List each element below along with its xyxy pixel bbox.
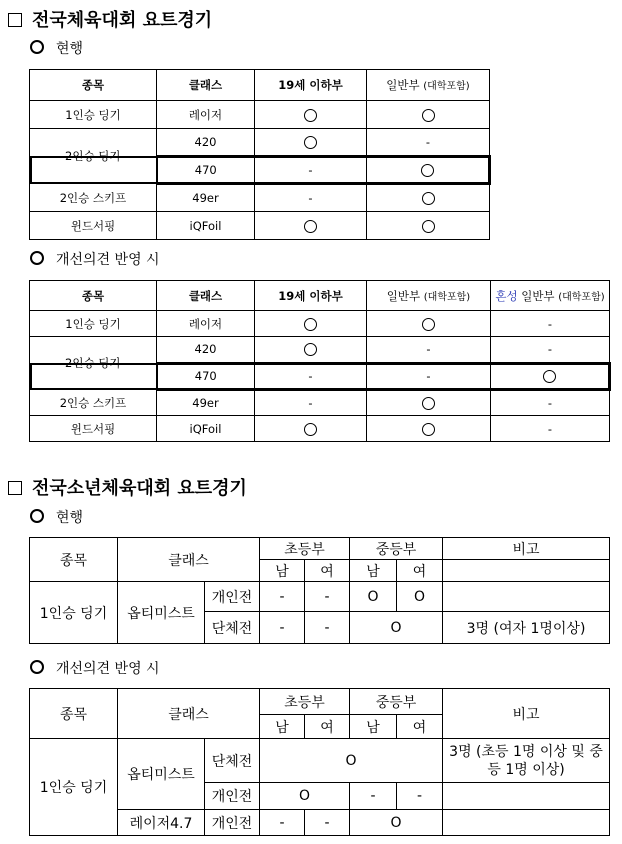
circle-bullet-icon — [30, 251, 44, 265]
class-cell: 420 — [157, 129, 255, 156]
circle-mark-icon — [422, 220, 435, 233]
note-cell — [443, 810, 610, 836]
u19-cell — [255, 129, 367, 156]
class-cell: 옵티미스트 — [118, 582, 205, 644]
circle-mark-icon — [422, 397, 435, 410]
header-female: 여 — [397, 715, 443, 739]
circle-bullet-icon — [30, 660, 44, 674]
section1-current-heading: 현행 — [30, 38, 83, 58]
table-row — [30, 212, 490, 240]
general-cell — [367, 156, 490, 184]
type-cell: 개인전 — [205, 783, 260, 810]
circle-mark-icon — [304, 109, 317, 122]
header-note-empty — [443, 560, 610, 582]
general-cell — [367, 212, 490, 240]
section2-proposal-table — [29, 688, 610, 836]
elementary-cell: O — [260, 783, 350, 810]
all-divisions-cell: O — [260, 739, 443, 783]
elementary-female-cell: - — [305, 810, 350, 836]
mixed-cell — [491, 363, 610, 390]
event-cell: 윈드서핑 — [30, 212, 157, 240]
type-cell: 개인전 — [205, 582, 260, 612]
header-elementary: 초등부 — [260, 689, 350, 715]
elementary-male-cell: - — [260, 612, 305, 644]
table-row — [30, 739, 610, 783]
elementary-female-cell: - — [305, 612, 350, 644]
event-cell: 1인승 딩기 — [30, 311, 157, 337]
u19-cell — [255, 101, 367, 129]
header-female: 여 — [397, 560, 443, 582]
elementary-female-cell: - — [305, 582, 350, 612]
checkbox-square-icon — [8, 13, 22, 27]
type-cell: 개인전 — [205, 810, 260, 836]
header-class: 클래스 — [157, 70, 255, 101]
u19-cell: - — [255, 363, 367, 390]
u19-cell — [255, 416, 367, 442]
circle-bullet-icon — [30, 509, 44, 523]
circle-bullet-icon — [30, 40, 44, 54]
header-class: 클래스 — [118, 689, 260, 739]
class-cell: 49er — [157, 184, 255, 212]
header-elementary: 초등부 — [260, 538, 350, 560]
event-cell: 2인승 딩기 — [30, 129, 157, 184]
class-cell: 옵티미스트 — [118, 739, 205, 810]
event-cell: 2인승 스키프 — [30, 184, 157, 212]
header-event: 종목 — [30, 538, 118, 582]
circle-mark-icon — [422, 109, 435, 122]
general-cell: - — [367, 337, 491, 363]
u19-cell: - — [255, 156, 367, 184]
class-cell: 49er — [157, 390, 255, 416]
circle-mark-icon — [543, 370, 556, 383]
note-cell: 3명 (여자 1명이상) — [443, 612, 610, 644]
general-cell: - — [367, 129, 490, 156]
header-male: 남 — [260, 715, 305, 739]
class-cell: 420 — [157, 337, 255, 363]
middle-female-cell: O — [397, 582, 443, 612]
header-female: 여 — [305, 560, 350, 582]
header-male: 남 — [260, 560, 305, 582]
u19-cell — [255, 311, 367, 337]
mixed-cell: - — [491, 390, 610, 416]
circle-mark-icon — [421, 164, 434, 177]
table-row — [30, 101, 490, 129]
type-cell: 단체전 — [205, 612, 260, 644]
header-female: 여 — [305, 715, 350, 739]
class-cell: 레이저 — [157, 311, 255, 337]
middle-cell: O — [350, 612, 443, 644]
u19-cell: - — [255, 184, 367, 212]
note-cell — [443, 582, 610, 612]
circle-mark-icon — [422, 318, 435, 331]
table-row — [30, 129, 490, 156]
section2-current-table — [29, 537, 610, 644]
section1-proposal-table — [29, 280, 611, 442]
event-cell: 1인승 딩기 — [30, 101, 157, 129]
header-male: 남 — [350, 560, 397, 582]
circle-mark-icon — [304, 343, 317, 356]
header-note: 비고 — [443, 538, 610, 560]
header-middle: 중등부 — [350, 689, 443, 715]
general-cell — [367, 184, 490, 212]
middle-cell: O — [350, 810, 443, 836]
general-cell — [367, 311, 491, 337]
middle-male-cell: - — [350, 783, 397, 810]
header-general: 일반부 (대학포함) — [367, 70, 490, 101]
circle-mark-icon — [422, 423, 435, 436]
header-class: 클래스 — [118, 538, 260, 582]
header-u19: 19세 이하부 — [255, 281, 367, 311]
u19-cell — [255, 212, 367, 240]
middle-male-cell: O — [350, 582, 397, 612]
class-cell: 레이저 — [157, 101, 255, 129]
class-cell: iQFoil — [157, 416, 255, 442]
header-event: 종목 — [30, 70, 157, 101]
section2-current-heading: 현행 — [30, 507, 83, 527]
header-middle: 중등부 — [350, 538, 443, 560]
u19-cell: - — [255, 390, 367, 416]
event-cell: 1인승 딩기 — [30, 582, 118, 644]
middle-female-cell: - — [397, 783, 443, 810]
u19-cell — [255, 337, 367, 363]
header-event: 종목 — [30, 689, 118, 739]
event-cell: 2인승 딩기 — [30, 337, 157, 390]
class-cell: iQFoil — [157, 212, 255, 240]
class-cell: 470 — [157, 156, 255, 184]
note-cell: 3명 (초등 1명 이상 및 중등 1명 이상) — [443, 739, 610, 783]
event-cell: 1인승 딩기 — [30, 739, 118, 836]
circle-mark-icon — [304, 318, 317, 331]
header-event: 종목 — [30, 281, 157, 311]
header-u19: 19세 이하부 — [255, 70, 367, 101]
circle-mark-icon — [422, 192, 435, 205]
type-cell: 단체전 — [205, 739, 260, 783]
mixed-cell: - — [491, 337, 610, 363]
table-row — [30, 582, 610, 612]
table-row — [30, 184, 490, 212]
checkbox-square-icon — [8, 481, 22, 495]
header-note: 비고 — [443, 689, 610, 739]
header-general: 일반부 (대학포함) — [367, 281, 491, 311]
elementary-male-cell: - — [260, 582, 305, 612]
general-cell — [367, 101, 490, 129]
general-cell: - — [367, 363, 491, 390]
section1-title: 전국체육대회 요트경기 — [8, 6, 212, 32]
table-row — [30, 416, 610, 442]
header-male: 남 — [350, 715, 397, 739]
mixed-cell: - — [491, 311, 610, 337]
general-cell — [367, 416, 491, 442]
mixed-cell: - — [491, 416, 610, 442]
note-cell — [443, 783, 610, 810]
table-row — [30, 337, 610, 363]
section2-proposal-heading: 개선의견 반영 시 — [30, 658, 160, 678]
header-class: 클래스 — [157, 281, 255, 311]
table-row — [30, 390, 610, 416]
circle-mark-icon — [304, 136, 317, 149]
section1-current-table — [29, 69, 491, 240]
section2-title: 전국소년체육대회 요트경기 — [8, 474, 247, 500]
event-cell: 윈드서핑 — [30, 416, 157, 442]
class-cell: 레이저4.7 — [118, 810, 205, 836]
table-row — [30, 311, 610, 337]
header-mixed-general: 혼성 일반부 (대학포함) — [491, 281, 610, 311]
general-cell — [367, 390, 491, 416]
class-cell: 470 — [157, 363, 255, 390]
section1-proposal-heading: 개선의견 반영 시 — [30, 249, 160, 269]
elementary-male-cell: - — [260, 810, 305, 836]
circle-mark-icon — [304, 220, 317, 233]
circle-mark-icon — [304, 423, 317, 436]
event-cell: 2인승 스키프 — [30, 390, 157, 416]
